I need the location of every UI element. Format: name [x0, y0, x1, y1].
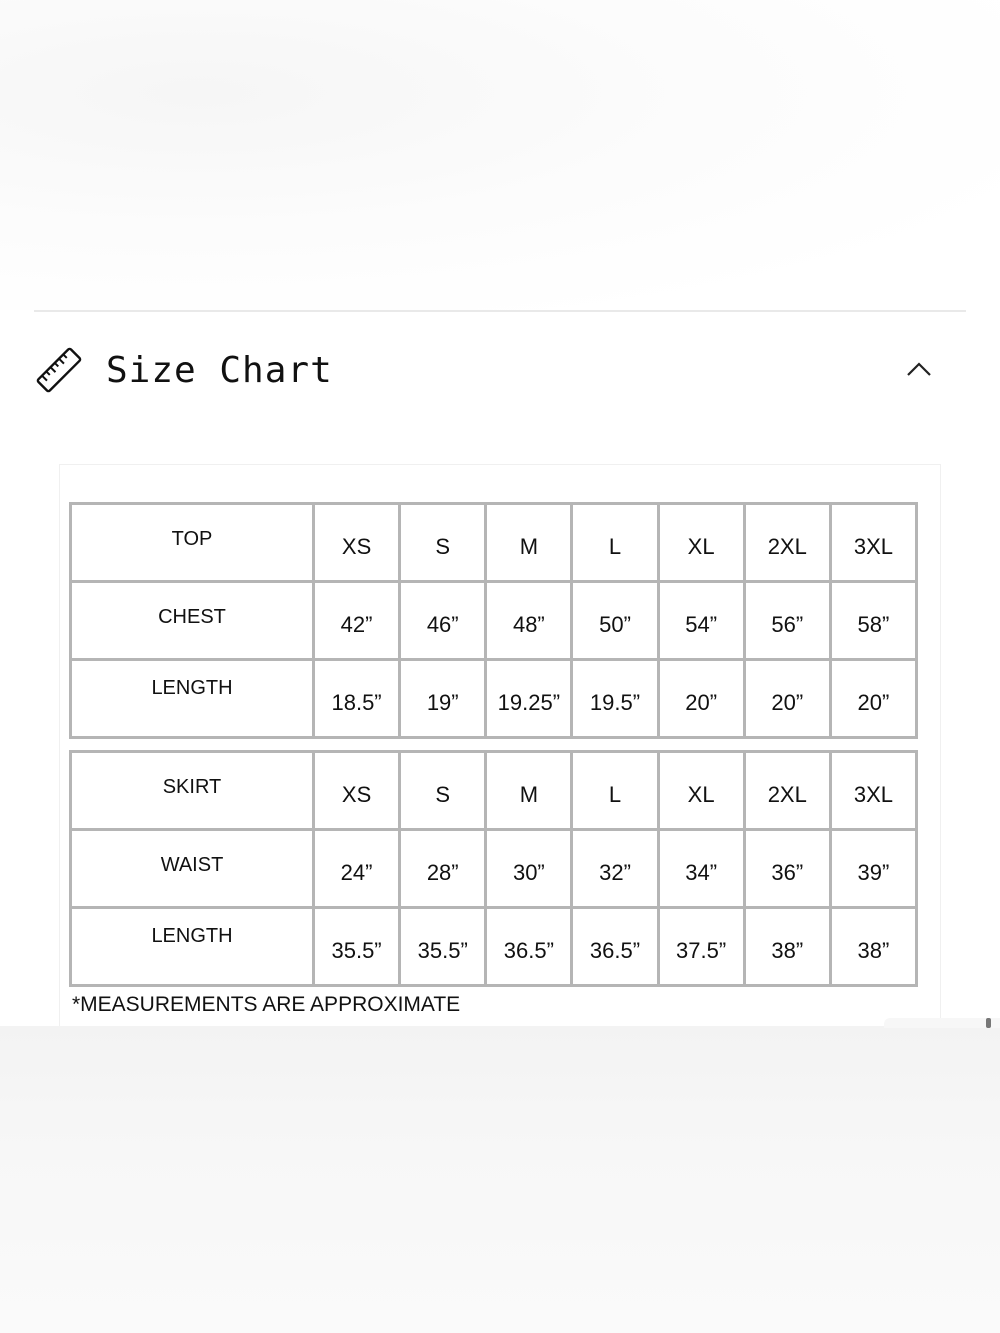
- row-label: CHEST: [71, 582, 314, 660]
- measurement-cell: 38”: [744, 908, 830, 986]
- skirt-size-table: [69, 750, 918, 987]
- size-header: 3XL: [830, 504, 916, 582]
- measurement-cell: 46”: [400, 582, 486, 660]
- size-header: XS: [314, 504, 400, 582]
- size-header: M: [486, 504, 572, 582]
- measurement-cell: 54”: [658, 582, 744, 660]
- measurement-cell: 20”: [744, 660, 830, 738]
- table-header-row: [71, 504, 917, 582]
- table-row: [71, 660, 917, 738]
- table-row: [71, 830, 917, 908]
- measurement-cell: 34”: [658, 830, 744, 908]
- measurement-cell: 36”: [744, 830, 830, 908]
- size-header: XL: [658, 752, 744, 830]
- measurement-cell: 36.5”: [572, 908, 658, 986]
- measurement-cell: 24”: [314, 830, 400, 908]
- measurement-cell: 20”: [830, 660, 916, 738]
- size-header: L: [572, 504, 658, 582]
- measurement-cell: 39”: [830, 830, 916, 908]
- table-header-label: TOP: [71, 504, 314, 582]
- measurement-cell: 36.5”: [486, 908, 572, 986]
- measurement-cell: 38”: [830, 908, 916, 986]
- size-header: XS: [314, 752, 400, 830]
- section-divider: [34, 310, 966, 312]
- measurement-cell: 19.5”: [572, 660, 658, 738]
- row-label: LENGTH: [71, 660, 314, 738]
- table-row: [71, 582, 917, 660]
- row-label: WAIST: [71, 830, 314, 908]
- measurement-cell: 48”: [486, 582, 572, 660]
- table-header-label: SKIRT: [71, 752, 314, 830]
- row-label: LENGTH: [71, 908, 314, 986]
- size-chart-accordion-header[interactable]: [34, 335, 966, 405]
- product-image-area: [0, 0, 1000, 310]
- bottom-blurred-area: [0, 1026, 1000, 1333]
- measurement-cell: 32”: [572, 830, 658, 908]
- size-header: 3XL: [830, 752, 916, 830]
- size-header: M: [486, 752, 572, 830]
- measurement-cell: 35.5”: [314, 908, 400, 986]
- measurement-cell: 58”: [830, 582, 916, 660]
- size-header: 2XL: [744, 752, 830, 830]
- measurement-cell: 28”: [400, 830, 486, 908]
- scroll-tab: [884, 1018, 1000, 1028]
- size-header: 2XL: [744, 504, 830, 582]
- top-size-table: [69, 502, 918, 739]
- measurement-cell: 37.5”: [658, 908, 744, 986]
- scrollbar-thumb[interactable]: [986, 1018, 991, 1028]
- table-header-row: [71, 752, 917, 830]
- measurement-cell: 56”: [744, 582, 830, 660]
- measurement-cell: 20”: [658, 660, 744, 738]
- chevron-up-icon[interactable]: [906, 361, 932, 377]
- size-header: S: [400, 752, 486, 830]
- size-header: S: [400, 504, 486, 582]
- size-header: XL: [658, 504, 744, 582]
- ruler-icon: [34, 345, 84, 395]
- size-header: L: [572, 752, 658, 830]
- measurement-cell: 42”: [314, 582, 400, 660]
- measurement-cell: 35.5”: [400, 908, 486, 986]
- measurements-note: *MEASUREMENTS ARE APPROXIMATE: [72, 993, 461, 1016]
- measurement-cell: 19.25”: [486, 660, 572, 738]
- measurement-cell: 18.5”: [314, 660, 400, 738]
- measurement-cell: 30”: [486, 830, 572, 908]
- measurement-cell: 19”: [400, 660, 486, 738]
- measurement-cell: 50”: [572, 582, 658, 660]
- table-row: [71, 908, 917, 986]
- size-chart-title: Size Chart: [106, 349, 333, 391]
